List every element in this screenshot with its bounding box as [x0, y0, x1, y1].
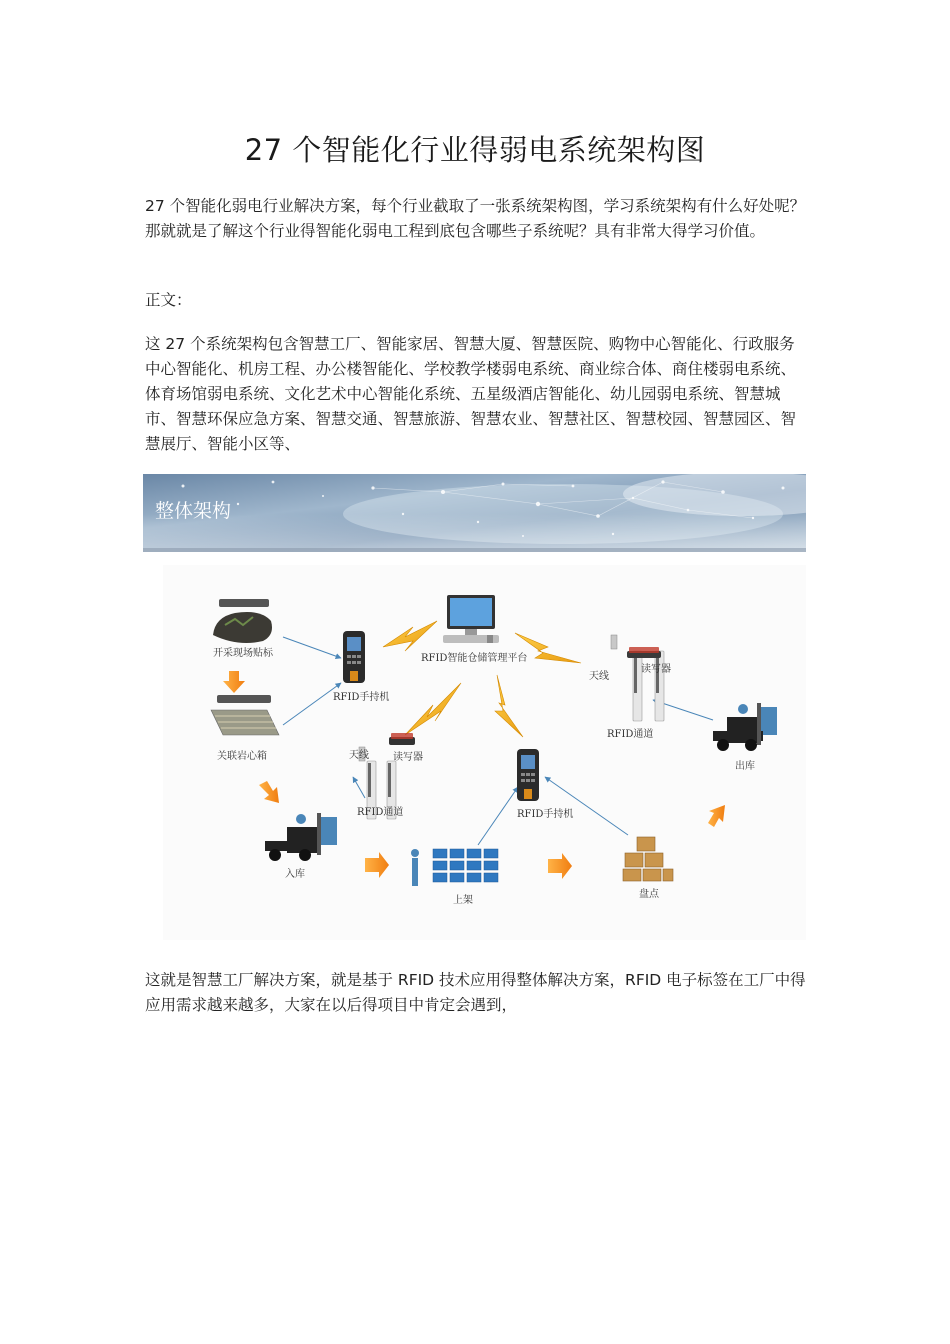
list-paragraph: 这 27 个系统架构包含智慧工厂、智能家居、智慧大厦、智慧医院、购物中心智能化、行政服务中心智能化、机房工程、办公楼智能化、学校教学楼弱电系统、商业综合体、商住楼弱电系统、体育场馆弱电系统、文化艺术中心智能化系统、五星级酒店智能化、幼儿园弱电系统、智慧城市、智慧环保应急方案、智慧交通、智慧旅游、智慧农业、智慧社区、智慧校园、智慧园区、智慧展厅、智能小区等、 [145, 335, 797, 453]
label-channel-right: RFID通道 [607, 729, 654, 740]
label-inbound: 入库 [285, 869, 305, 880]
label-reader-right: 读写器 [641, 664, 671, 675]
label-core-box: 关联岩心箱 [217, 751, 267, 762]
architecture-diagram [143, 555, 806, 940]
label-shelving: 上架 [453, 895, 473, 906]
closing-paragraph: 这就是智慧工厂解决方案，就是基于 RFID 技术应用得整体解决方案，RFID 电子标签在工厂中得应用需求越来越多，大家在以后得项目中肯定会遇到， [145, 971, 806, 1014]
architecture-banner [143, 474, 806, 552]
intro-paragraph: 27 个智能化弱电行业解决方案，每个行业截取了一张系统架构图，学习系统架构有什么好处呢？那就就是了解这个行业得智能化弱电工程到底包含哪些子系统呢？具有非常大得学习价值。 [145, 197, 806, 240]
handheld-reader-mid-icon [517, 749, 539, 801]
label-handheld-mid: RFID手持机 [517, 809, 574, 820]
computer-icon [443, 595, 499, 643]
label-antenna-right: 天线 [589, 671, 609, 682]
label-outbound: 出库 [735, 761, 755, 772]
label-handheld-top: RFID手持机 [333, 692, 390, 703]
label-reader-mid: 读写器 [393, 752, 423, 763]
label-inventory: 盘点 [639, 889, 659, 900]
label-antenna-mid: 天线 [349, 750, 369, 761]
label-mining-tag: 开采现场贴标 [213, 648, 273, 659]
handheld-reader-icon [343, 631, 365, 683]
tag-on-rock-icon [213, 599, 272, 643]
core-box-icon [211, 695, 279, 735]
page-title: 27 个智能化行业得弱电系统架构图 [244, 133, 706, 167]
label-platform: RFID智能仓储管理平台 [421, 653, 528, 664]
banner-title: 整体架构 [155, 501, 232, 522]
label-channel-mid: RFID通道 [357, 807, 404, 818]
body-label: 正文： [145, 291, 192, 309]
